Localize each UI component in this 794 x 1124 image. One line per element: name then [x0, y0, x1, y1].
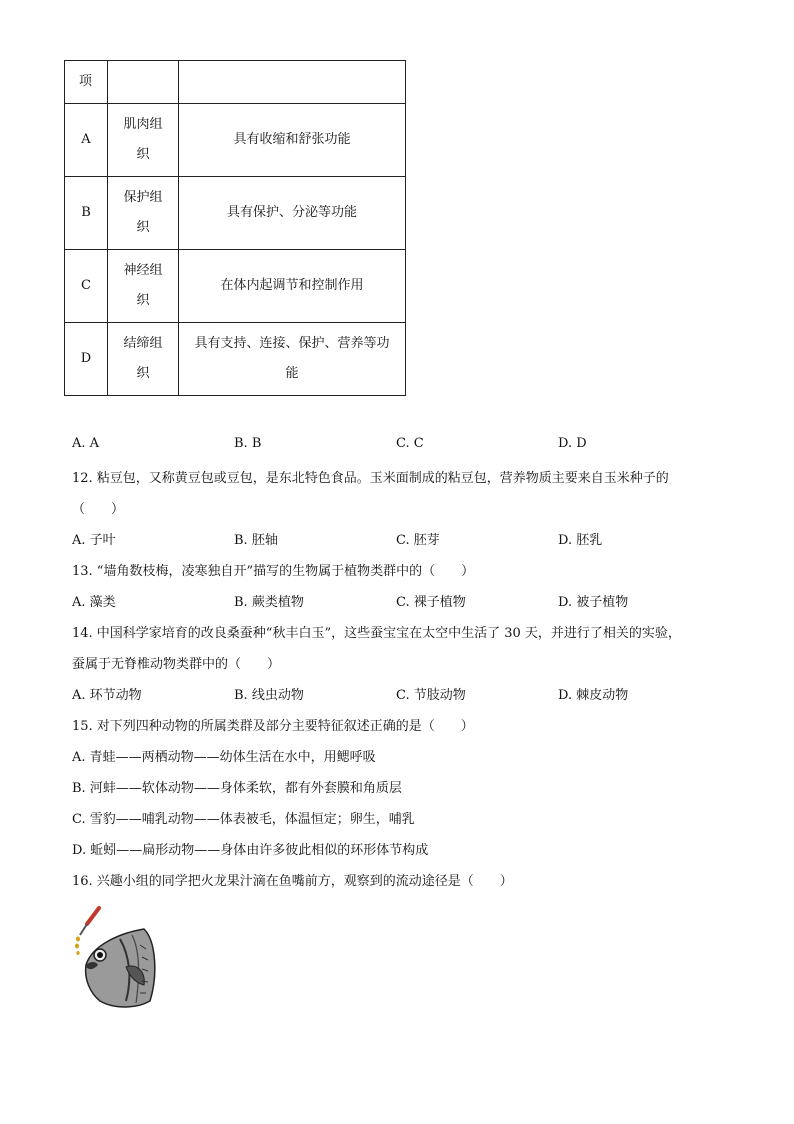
tissue-name: 结缔组 织	[108, 323, 179, 396]
q16-stem: 16. 兴趣小组的同学把火龙果汁滴在鱼嘴前方，观察到的流动途径是（ ）	[72, 874, 513, 889]
q11-option-d[interactable]: D. D	[558, 436, 587, 451]
table-row	[65, 250, 406, 323]
q15-option-c[interactable]: C. 雪豹——哺乳动物——体表被毛，体温恒定；卵生，哺乳	[72, 812, 415, 827]
q14-option-a[interactable]: A. 环节动物	[72, 688, 142, 703]
q11-option-a[interactable]: A. A	[72, 436, 100, 451]
tissue-function: 具有保护、分泌等功能	[179, 177, 406, 250]
q12-stem: 12. 粘豆包，又称黄豆包或豆包，是东北特色食品。玉米面制成的粘豆包，营养物质主要来自玉米种子的	[72, 471, 669, 486]
q15-option-b[interactable]: B. 河蚌——软体动物——身体柔软，都有外套膜和角质层	[72, 781, 402, 796]
q14-stem-line2: 蚕属于无脊椎动物类群中的（ ）	[72, 657, 281, 672]
table-header-row	[65, 61, 406, 104]
row-key: C	[65, 250, 108, 323]
tissue-function: 具有支持、连接、保护、营养等功 能	[179, 323, 406, 396]
tissue-function: 具有收缩和舒张功能	[179, 104, 406, 177]
table-row	[65, 323, 406, 396]
q13-option-c[interactable]: C. 裸子植物	[396, 595, 466, 610]
q15-stem: 15. 对下列四种动物的所属类群及部分主要特征叙述正确的是（ ）	[72, 719, 474, 734]
table-row	[65, 177, 406, 250]
tissue-name: 神经组 织	[108, 250, 179, 323]
q13-option-d[interactable]: D. 被子植物	[558, 595, 629, 610]
q12-blank: （ ）	[72, 502, 125, 517]
tissue-function: 在体内起调节和控制作用	[179, 250, 406, 323]
row-key: B	[65, 177, 108, 250]
table-header-cell: 项	[65, 61, 108, 104]
row-key: A	[65, 104, 108, 177]
q14-option-d[interactable]: D. 棘皮动物	[558, 688, 629, 703]
tissue-name: 肌肉组 织	[108, 104, 179, 177]
tissue-table	[64, 60, 406, 396]
tissue-name: 保护组 织	[108, 177, 179, 250]
q12-option-c[interactable]: C. 胚芽	[396, 533, 440, 548]
q13-stem: 13. “墙角数枝梅，凌寒独自开”描写的生物属于植物类群中的（ ）	[72, 564, 475, 579]
row-key: D	[65, 323, 108, 396]
fish-head-icon	[86, 929, 155, 1007]
q12-option-a[interactable]: A. 子叶	[72, 533, 116, 548]
q11-option-c[interactable]: C. C	[396, 436, 424, 451]
table-header-cell	[179, 61, 406, 104]
q12-option-b[interactable]: B. 胚轴	[234, 533, 278, 548]
table-row	[65, 104, 406, 177]
q13-option-b[interactable]: B. 蕨类植物	[234, 595, 304, 610]
q13-option-a[interactable]: A. 藻类	[72, 595, 116, 610]
q14-option-c[interactable]: C. 节肢动物	[396, 688, 466, 703]
table-header-cell	[108, 61, 179, 104]
q11-option-b[interactable]: B. B	[234, 436, 262, 451]
q15-option-a[interactable]: A. 青蛙——两栖动物——幼体生活在水中，用鳃呼吸	[72, 750, 376, 765]
dropper-icon	[75, 908, 99, 955]
q12-option-d[interactable]: D. 胚乳	[558, 533, 603, 548]
q15-option-d[interactable]: D. 蚯蚓——扁形动物——身体由许多彼此相似的环形体节构成	[72, 843, 429, 858]
q14-option-b[interactable]: B. 线虫动物	[234, 688, 304, 703]
fish-dropper-illustration	[70, 905, 160, 1015]
q14-stem: 14. 中国科学家培育的改良桑蚕种“秋丰白玉”，这些蚕宝宝在太空中生活了 30 天，并进行了相关的实验，	[72, 626, 681, 641]
